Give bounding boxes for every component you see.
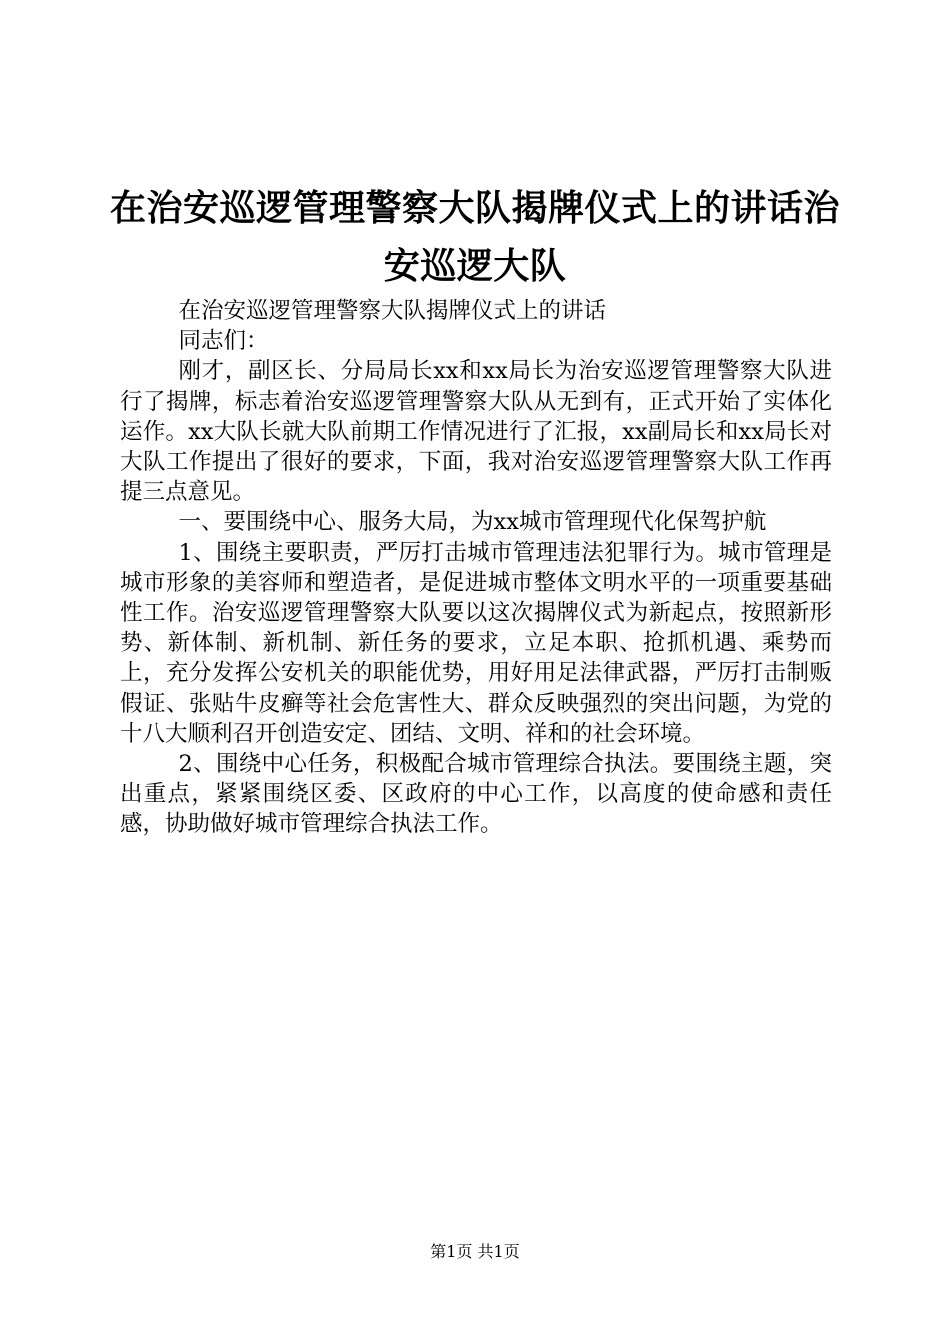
salutation-paragraph: 同志们： bbox=[178, 328, 269, 355]
document-body bbox=[120, 296, 832, 840]
subtitle-paragraph: 在治安巡逻管理警察大队揭牌仪式上的讲话 bbox=[178, 298, 607, 324]
body-paragraph: 2、围绕中心任务，积极配合城市管理综合执法。要围绕主题，突出重点，紧紧围绕区委、区政府的中心工作，以高度的使命感和责任感，协助做好城市管理综合执法工作。 bbox=[120, 751, 832, 838]
body-paragraph: 1、围绕主要职责，严厉打击城市管理违法犯罪行为。城市管理是城市形象的美容师和塑造者，是促进城市整体文明水平的一项重要基础性工作。治安巡逻管理警察大队要以这次揭牌仪式为新起点，按照新形势、新体制、新机制、新任务的要求，立足本职、抢抓机遇、乘势而上，充分发挥公安机关的职能优势，用好用足法律武器，严厉打击制贩假证、张贴牛皮癣等社会危害性大、群众反映强烈的突出问题，为党的十八大顺利召开创造安定、团结、文明、祥和的社会环境。 bbox=[120, 539, 832, 747]
body-paragraph: 刚才，副区长、分局局长xx和xx局长为治安巡逻管理警察大队进行了揭牌，标志着治安巡逻管理警察大队从无到有，正式开始了实体化运作。xx大队长就大队前期工作情况进行了汇报，xx副局长和xx局长对大队工作提出了很好的要求，下面，我对治安巡逻管理警察大队工作再提三点意见。 bbox=[120, 358, 832, 506]
document-title: 在治安巡逻管理警察大队揭牌仪式上的讲话治安巡逻大队 bbox=[110, 188, 841, 287]
page-number-footer: 第1页 共1页 bbox=[430, 1242, 520, 1261]
section-heading: 一、要围绕中心、服务大局，为xx城市管理现代化保驾护航 bbox=[178, 509, 767, 536]
